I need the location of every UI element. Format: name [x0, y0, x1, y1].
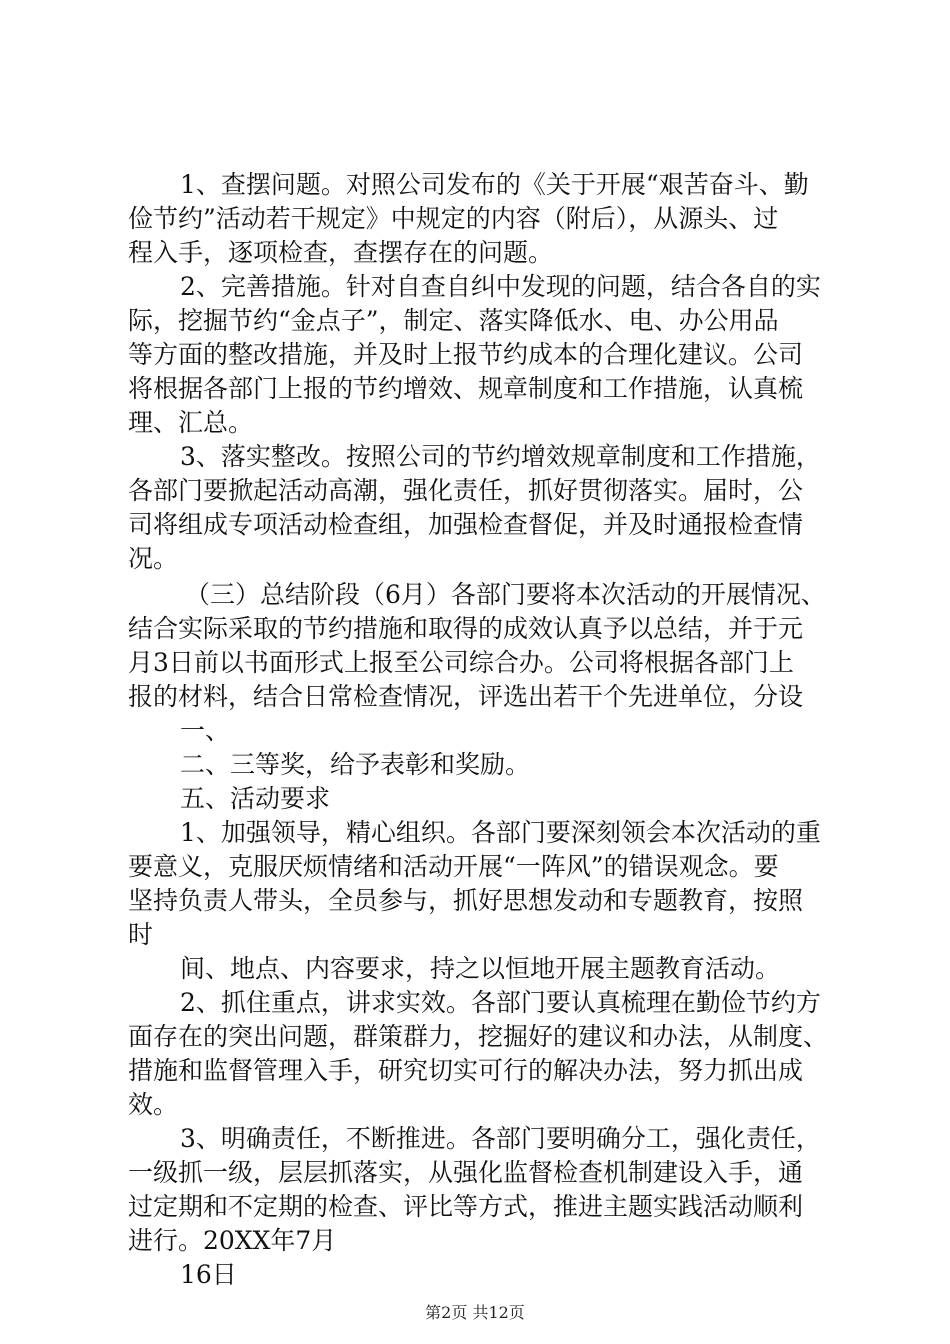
section-heading: 五、活动要求	[180, 784, 331, 813]
paragraph-line-14: 结合实际采取的节约措施和取得的成效认真予以总结，并于元	[128, 614, 804, 643]
paragraph-line-16: 报的材料，结合日常检查情况，评选出若干个先进单位，分设	[128, 682, 804, 711]
paragraph-line-22: 坚持负责人带头，全员参与，抓好思想发动和专题教育，按照	[128, 886, 804, 915]
paragraph-line-1: 1、查摆问题。对照公司发布的《关于开展“艰苦奋斗、勤	[180, 170, 809, 199]
paragraph-line-12: 况。	[128, 544, 179, 573]
paragraph-line-4: 2、完善措施。针对自查自纠中发现的问题，结合各自的实	[180, 272, 821, 301]
paragraph-line-17: 一、	[180, 716, 231, 745]
paragraph-line-15: 月3日前以书面形式上报至公司综合办。公司将根据各部门上	[128, 648, 794, 677]
paragraph-line-27: 措施和监督管理入手，研究切实可行的解决办法，努力抓出成	[128, 1056, 804, 1085]
paragraph-line-9: 3、落实整改。按照公司的节约增效规章制度和工作措施，	[180, 442, 821, 471]
paragraph-line-13: （三）总结阶段（6月）各部门要将本次活动的开展情况、	[185, 580, 826, 609]
page-number-footer: 第2页 共12页	[425, 1303, 525, 1322]
paragraph-line-20: 1、加强领导，精心组织。各部门要深刻领会本次活动的重	[180, 818, 821, 847]
paragraph-line-33: 16日	[180, 1260, 237, 1289]
paragraph-line-10: 各部门要掀起活动高潮，强化责任，抓好贯彻落实。届时，公	[128, 476, 804, 505]
paragraph-line-29: 3、明确责任，不断推进。各部门要明确分工，强化责任，	[180, 1124, 821, 1153]
paragraph-line-7: 将根据各部门上报的节约增效、规章制度和工作措施，认真梳	[128, 374, 804, 403]
paragraph-line-28: 效。	[128, 1090, 179, 1119]
paragraph-line-2: 俭节约”活动若干规定》中规定的内容（附后），从源头、过	[128, 204, 779, 233]
paragraph-line-18: 二、三等奖，给予表彰和奖励。	[180, 750, 531, 779]
paragraph-line-32: 进行。20XX年7月	[128, 1226, 337, 1255]
paragraph-line-30: 一级抓一级，层层抓落实，从强化监督检查机制建设入手，通	[128, 1158, 804, 1187]
paragraph-line-6: 等方面的整改措施，并及时上报节约成本的合理化建议。公司	[128, 340, 804, 369]
paragraph-line-23: 时	[128, 920, 154, 949]
paragraph-line-21: 要意义，克服厌烦情绪和活动开展“一阵风”的错误观念。要	[128, 852, 779, 881]
paragraph-line-8: 理、汇总。	[128, 408, 254, 437]
paragraph-line-25: 2、抓住重点，讲求实效。各部门要认真梳理在勤俭节约方	[180, 988, 821, 1017]
paragraph-line-11: 司将组成专项活动检查组，加强检查督促，并及时通报检查情	[128, 510, 804, 539]
paragraph-line-5: 际，挖掘节约“金点子”，制定、落实降低水、电、办公用品	[128, 306, 779, 335]
paragraph-line-31: 过定期和不定期的检查、评比等方式，推进主题实践活动顺利	[128, 1192, 804, 1221]
paragraph-line-24: 间、地点、内容要求，持之以恒地开展主题教育活动。	[180, 954, 781, 983]
paragraph-line-3: 程入手，逐项检查，查摆存在的问题。	[128, 238, 554, 267]
paragraph-line-26: 面存在的突出问题，群策群力，挖掘好的建议和办法，从制度、	[128, 1022, 829, 1051]
